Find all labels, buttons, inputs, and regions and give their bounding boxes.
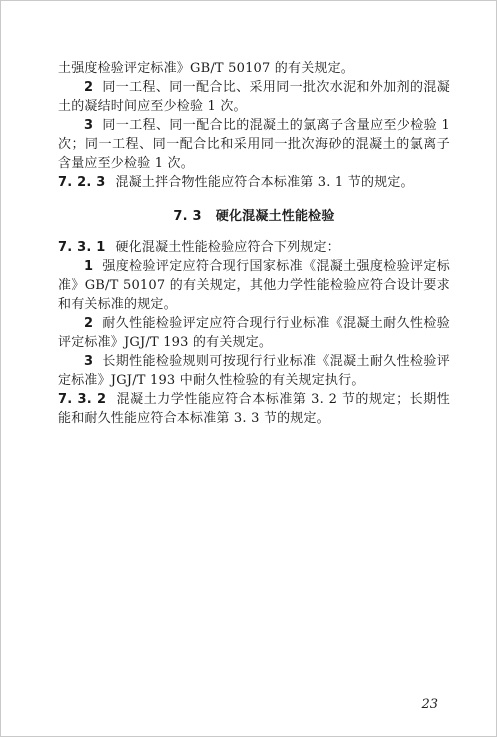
- clause-7-3-1: [58, 238, 450, 257]
- item-number: 1: [84, 259, 94, 274]
- section-heading: [58, 207, 450, 226]
- clause-number: 7. 2. 3: [58, 175, 106, 190]
- clause-7-3-2: [58, 390, 450, 428]
- item-text: 耐久性能检验评定应符合现行行业标准《混凝土耐久性检验评定标准》JGJ/T 193 的有关规定。: [58, 316, 450, 350]
- clause-text: 硬化混凝土性能检验应符合下列规定：: [115, 240, 340, 255]
- clause-7-3-1-item-2: [58, 314, 450, 352]
- item-text: 同一工程、同一配合比、采用同一批次水泥和外加剂的混凝土的凝结时间应至少检验 1 次。: [58, 80, 450, 114]
- clause-text: 混凝土拌合物性能应符合本标准第 3. 1 节的规定。: [115, 175, 414, 190]
- page-body: [58, 59, 450, 428]
- section-title: 硬化混凝土性能检验: [215, 209, 335, 224]
- continuation-paragraph: 土强度检验评定标准》GB/T 50107 的有关规定。: [58, 61, 355, 76]
- clause-7-3-1-item-3: [58, 352, 450, 390]
- clause-7-2-2-item-2: [58, 78, 450, 116]
- clause-7-2-3: [58, 173, 450, 192]
- clause-text: 混凝土力学性能应符合本标准第 3. 2 节的规定；长期性能和耐久性能应符合本标准第 3. 3 节的规定。: [58, 392, 451, 426]
- section-number: 7. 3: [173, 209, 202, 224]
- page-number: 23: [421, 697, 438, 712]
- item-number: 3: [84, 354, 94, 369]
- item-number: 2: [84, 316, 94, 331]
- item-text: 同一工程、同一配合比的混凝土的氯离子含量应至少检验 1 次；同一工程、同一配合比和采用同一批次海砂的混凝土的氯离子含量应至少检验 1 次。: [58, 118, 450, 171]
- clause-7-2-2-item-3: [58, 116, 450, 173]
- item-number: 3: [84, 118, 94, 133]
- clause-number: 7. 3. 2: [58, 392, 107, 407]
- item-text: 长期性能检验规则可按现行行业标准《混凝土耐久性检验评定标准》JGJ/T 193 中耐久性检验的有关规定执行。: [58, 354, 450, 388]
- item-number: 2: [84, 80, 94, 95]
- clause-7-3-1-item-1: [58, 257, 450, 314]
- clause-number: 7. 3. 1: [58, 240, 106, 255]
- item-text: 强度检验评定应符合现行国家标准《混凝土强度检验评定标准》GB/T 50107 的有关规定，其他力学性能检验应符合设计要求和有关标准的规定。: [58, 259, 450, 312]
